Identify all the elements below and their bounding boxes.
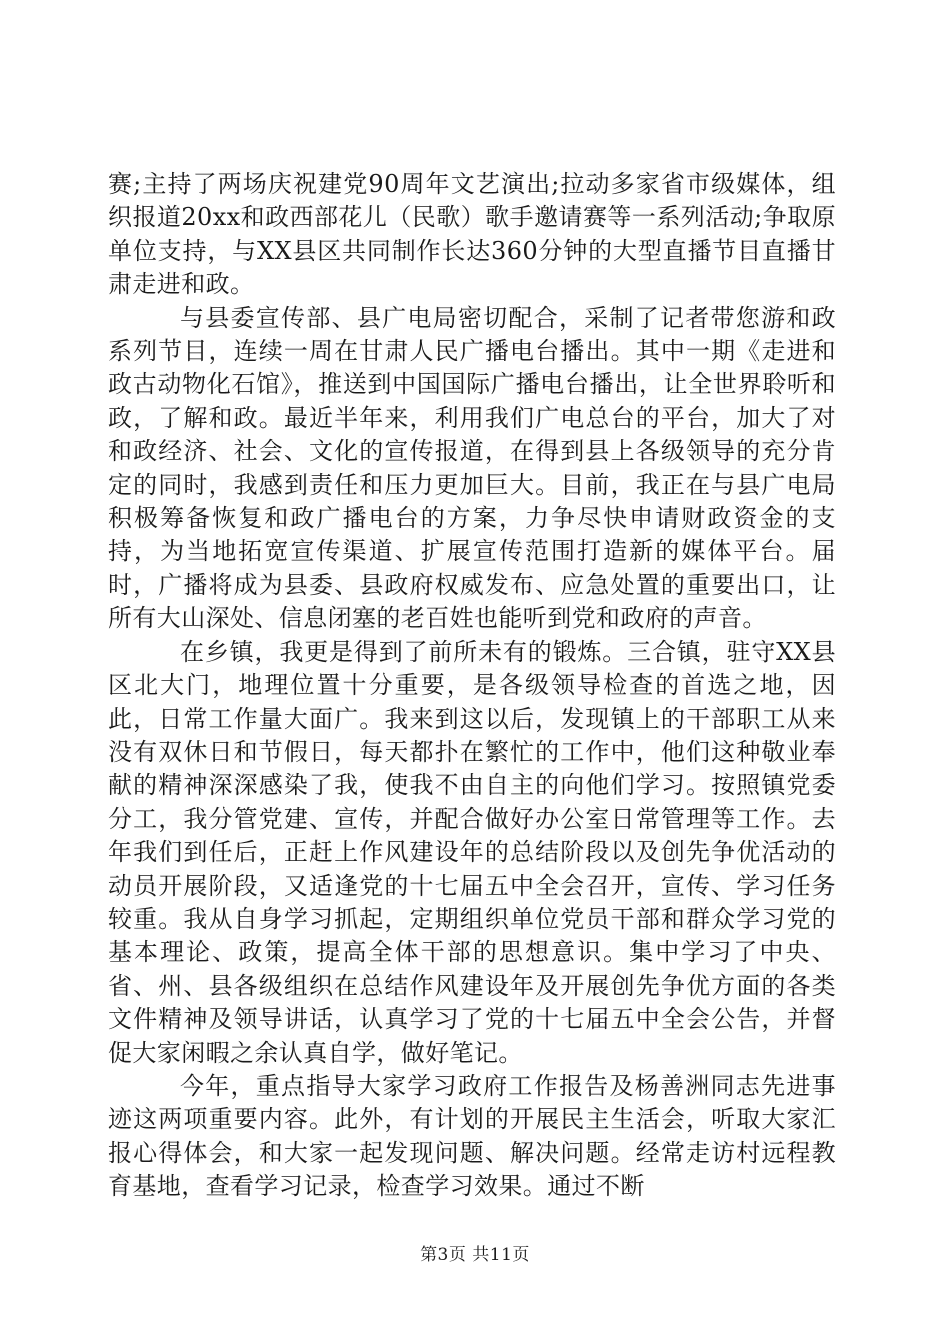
document-body (108, 168, 836, 1204)
paragraph-3: 在乡镇，我更是得到了前所未有的锻炼。三合镇，驻守XX县区北大门，地理位置十分重要，是各级领导检查的首选之地，因此，日常工作量大面广。我来到这以后，发现镇上的干部职工从来没有双休日和节假日，每天都扑在繁忙的工作中，他们这种敬业奉献的精神深深感染了我，使我不由自主的向他们学习。按照镇党委分工，我分管党建、宣传，并配合做好办公室日常管理等工作。去年我们到任后，正赶上作风建设年的总结阶段以及创先争优活动的动员开展阶段，又适逢党的十七届五中全会召开，宣传、学习任务较重。我从自身学习抓起，定期组织单位党员干部和群众学习党的基本理论、政策，提高全体干部的思想意识。集中学习了中央、省、州、县各级组织在总结作风建设年及开展创先争优方面的各类文件精神及领导讲话，认真学习了党的十七届五中全会公告，并督促大家闲暇之余认真自学，做好笔记。 (108, 637, 836, 1067)
paragraph-4: 今年，重点指导大家学习政府工作报告及杨善洲同志先进事迹这两项重要内容。此外，有计划的开展民主生活会，听取大家汇报心得体会，和大家一起发现问题、解决问题。经常走访村远程教育基地，查看学习记录，检查学习效果。通过不断 (108, 1071, 836, 1201)
page-number-footer: 第3页 共11页 (420, 1245, 530, 1265)
paragraph-1: 赛;主持了两场庆祝建党90周年文艺演出;拉动多家省市级媒体，组织报道20xx和政西部花儿（民歌）歌手邀请赛等一系列活动;争取原单位支持，与XX县区共同制作长达360分钟的大型直播节目直播甘肃走进和政。 (108, 170, 836, 299)
paragraph-2: 与县委宣传部、县广电局密切配合，采制了记者带您游和政系列节目，连续一周在甘肃人民广播电台播出。其中一期《走进和政古动物化石馆》，推送到中国国际广播电台播出，让全世界聆听和政，了解和政。最近半年来，利用我们广电总台的平台，加大了对和政经济、社会、文化的宣传报道，在得到县上各级领导的充分肯定的同时，我感到责任和压力更加巨大。目前，我正在与县广电局积极筹备恢复和政广播电台的方案，力争尽快申请财政资金的支持，为当地拓宽宣传渠道、扩展宣传范围打造新的媒体平台。届时，广播将成为县委、县政府权威发布、应急处置的重要出口，让所有大山深处、信息闭塞的老百姓也能听到党和政府的声音。 (108, 303, 836, 633)
